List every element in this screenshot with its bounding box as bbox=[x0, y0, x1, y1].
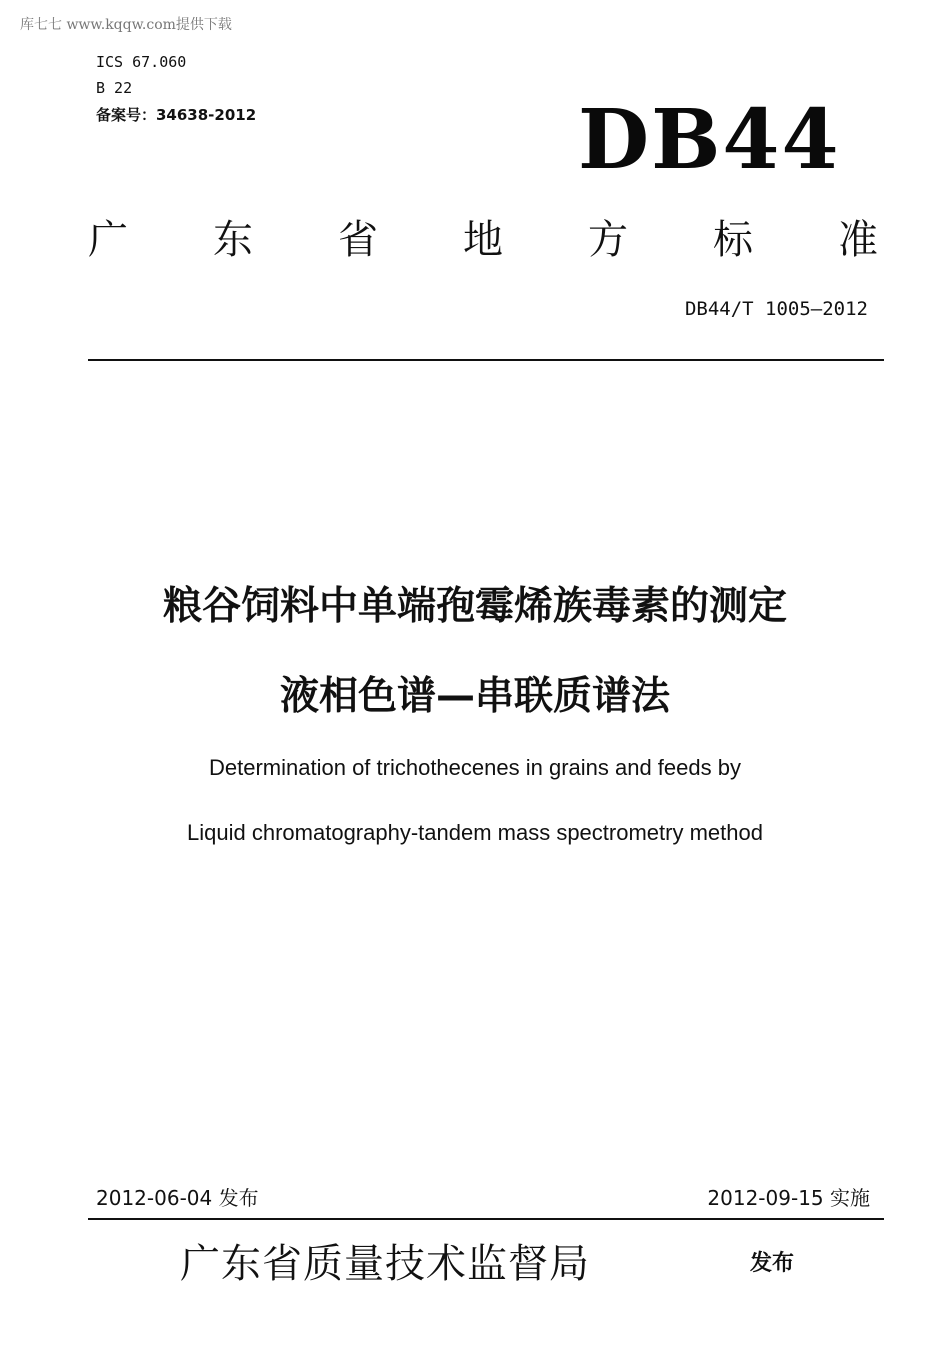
standard-type-char: 东 bbox=[213, 217, 253, 263]
standard-type-heading bbox=[88, 208, 878, 265]
standard-type-char: 地 bbox=[463, 217, 503, 263]
standard-type-char: 标 bbox=[713, 217, 753, 263]
standard-number: DB44/T 1005—2012 bbox=[684, 298, 868, 320]
title-en-line1: Determination of trichothecenes in grains and feeds by bbox=[209, 755, 741, 780]
standard-type-char: 广 bbox=[88, 217, 128, 263]
ccs-code: B 22 bbox=[96, 79, 133, 97]
implementation-date: 2012-09-15 实施 bbox=[707, 1186, 870, 1210]
standard-type-char: 省 bbox=[338, 217, 378, 263]
standard-logo: DB44 bbox=[578, 92, 841, 188]
footer-divider bbox=[88, 1218, 884, 1220]
issue-date: 2012-06-04 发布 bbox=[96, 1186, 259, 1210]
title-en-line2: Liquid chromatography-tandem mass spectrometry method bbox=[187, 820, 763, 845]
title-zh-line2: 液相色谱—串联质谱法 bbox=[279, 674, 670, 719]
standard-type-char: 方 bbox=[588, 217, 628, 263]
header-divider bbox=[88, 359, 884, 361]
watermark-text: 库七七 www.kqqw.com提供下载 bbox=[20, 17, 232, 33]
issue-label: 发布 bbox=[750, 1251, 795, 1276]
issuing-authority: 广东省质量技术监督局 bbox=[180, 1241, 590, 1287]
ics-code: ICS 67.060 bbox=[96, 53, 187, 71]
record-number: 备案号：34638-2012 bbox=[96, 106, 257, 124]
standard-type-char: 准 bbox=[838, 217, 878, 263]
title-zh-line1: 粮谷饲料中单端孢霉烯族毒素的测定 bbox=[162, 584, 787, 629]
